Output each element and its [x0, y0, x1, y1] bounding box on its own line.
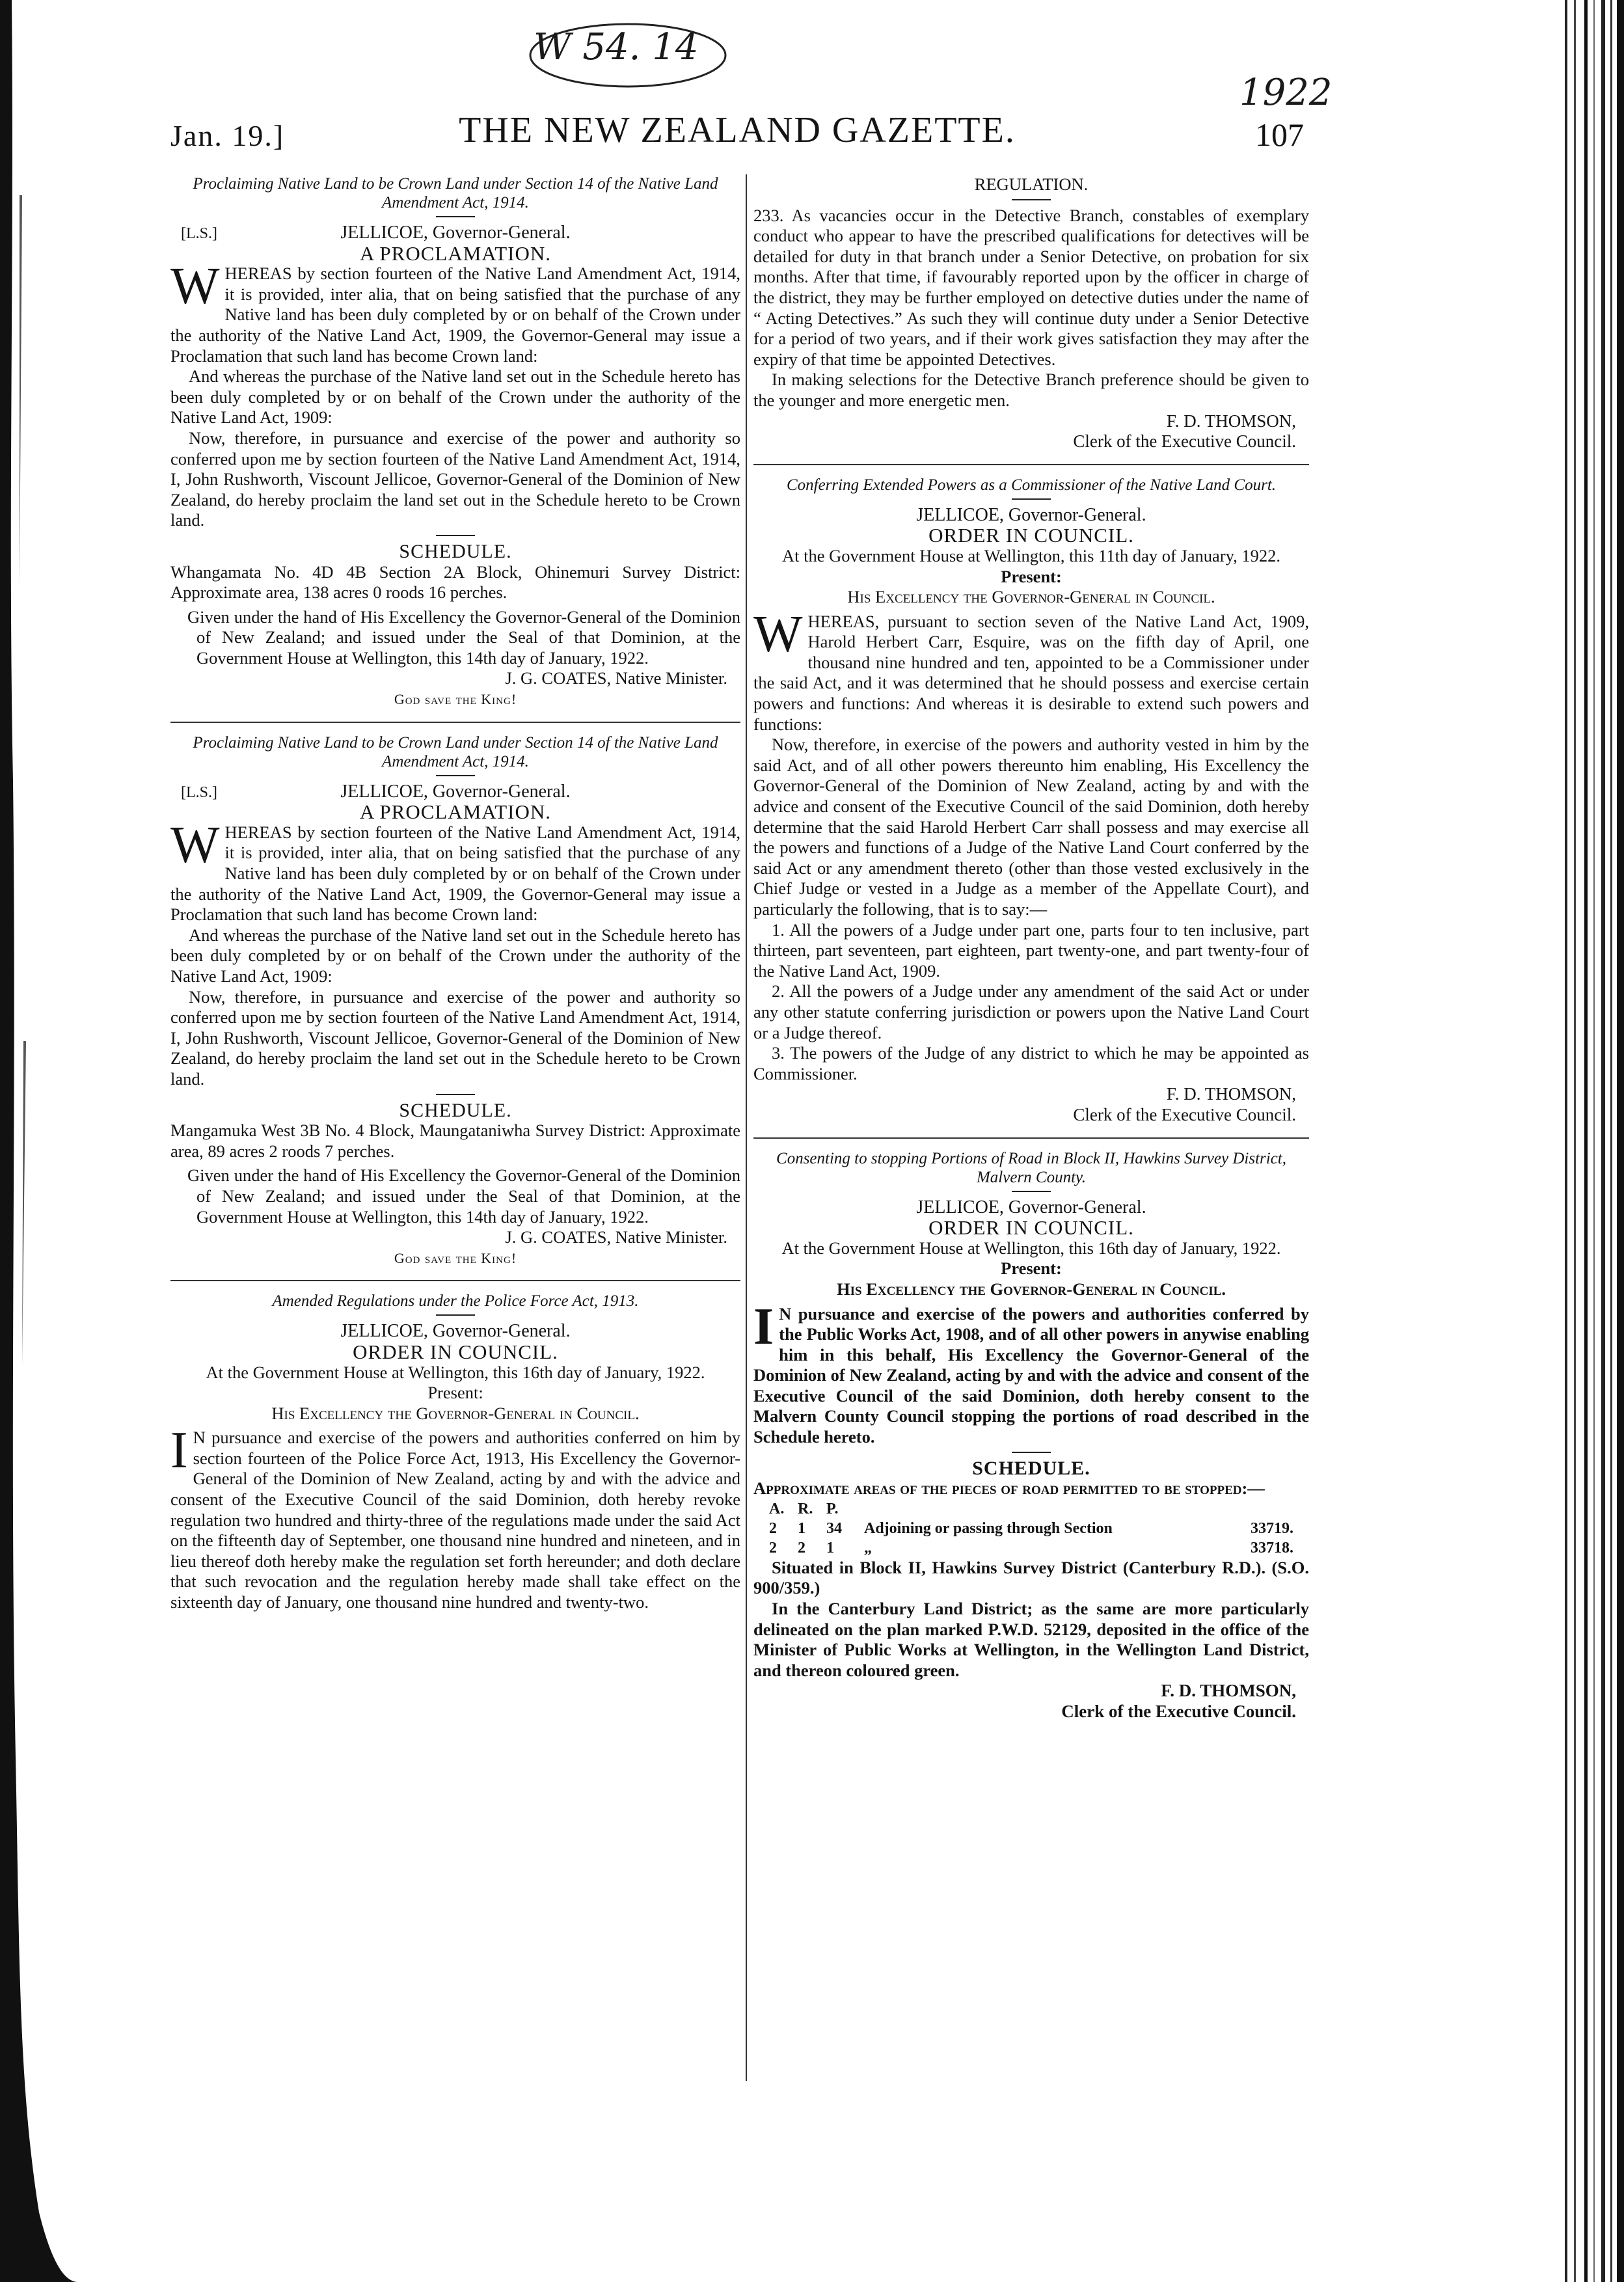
order-body — [753, 1297, 1309, 1448]
order-item: 1. All the powers of a Judge under part one, parts four to ten inclusive, part thirteen, part seventeen, part eighteen, part twenty-one, and part twenty-four of the Native Land Act, 1909. — [753, 919, 1309, 981]
his-excellency-line: His Excellency the Governor-General in Council. — [847, 587, 1215, 607]
road-description: „ — [864, 1539, 872, 1556]
drop-cap: I — [170, 1422, 188, 1480]
section-separator — [753, 464, 1309, 465]
governor-name: JELLICOE, Governor-General. — [340, 223, 571, 243]
roods-value: 2 — [798, 1539, 805, 1556]
order-paragraph: Now, therefore, in exercise of the powers and authority vested in him by the said Act, and of all other powers thereunto him enabling, His Excellency the Governor-General of the Dominion of New Zealand, acting by and with the advice and consent of the Executive Council of the said Dominion, doth hereby determine that the said Harold Herbert Carr shall possess and may exercise all the powers and functions of a Judge of the Native Land Court conferred by the said Act or any amendment thereto (other than those vested exclusively in the Chief Judge or vested in a Judge as a member of the Appellate Court), and particularly the following, that is to say:— — [753, 735, 1309, 919]
order-road-stopping — [753, 1149, 1309, 1722]
roods-value: 1 — [798, 1519, 805, 1537]
god-save-the-king: God save the King! — [394, 691, 517, 708]
order-commissioner-powers — [753, 476, 1309, 1126]
given-under-hand: Given under the hand of His Excellency the Governor-General of the Dominion of New Zealand; and issued under the Seal of that Dominion, at the Government House at Wellington, this 14th day of January, 1922. — [187, 1165, 740, 1227]
area-table-row — [753, 1519, 1309, 1538]
short-rule — [436, 1314, 475, 1316]
regulation-paragraph: In making selections for the Detective Branch preference should be given to the younger and more energetic men. — [753, 370, 1309, 410]
present-label: Present: — [1001, 1258, 1062, 1279]
proclamation-title: A PROCLAMATION. — [359, 241, 552, 265]
column-header-acres: A. — [769, 1500, 785, 1517]
handwritten-year: 1922 — [1239, 72, 1333, 114]
paragraph-text: N pursuance and exercise of the powers and authorities conferred on him by section fourteen of the Police Force Act, 1913, His Excellency the Governor-General of the Dominion of New Zealand, acting by and with the advice and consent of the Executive Council of the said Dominion, doth hereby revoke regulation two hundred and thirty-three of the regulations made under the said Act on the fifteenth day of September, one thousand nine hundred and nineteen, and in lieu thereof doth hereby make the regulation set forth hereunder; and doth declare that such revocation and the regulation hereby made shall take effect on the sixteenth day of January, one thousand nine hundred and twenty-two. — [170, 1428, 740, 1612]
schedule-intro: Approximate areas of the pieces of road permitted to be stopped:— — [753, 1478, 1265, 1499]
governor-general-line — [170, 223, 740, 243]
governor-name: JELLICOE, Governor-General. — [340, 1321, 571, 1342]
short-rule — [436, 1094, 475, 1095]
given-under-hand: Given under the hand of His Excellency the Governor-General of the Dominion of New Zealand; and issued under the Seal of that Dominion, at the Government House at Wellington, this 14th day of January, 1922. — [187, 606, 740, 668]
short-rule — [436, 775, 475, 776]
short-rule — [436, 535, 475, 536]
short-rule — [1012, 498, 1051, 500]
order-item: 3. The powers of the Judge of any district to which he may be appointed as Commissioner. — [753, 1043, 1309, 1083]
order-in-council-title: ORDER IN COUNCIL. — [928, 1216, 1134, 1240]
road-description: Adjoining or passing through Section — [864, 1519, 1113, 1537]
proclamation-paragraph: And whereas the purchase of the Native land set out in the Schedule hereto has been duly completed by or on behalf of the Crown under the authority of the Native Land Act, 1909: — [170, 925, 740, 986]
clerk-title: Clerk of the Executive Council. — [1073, 1104, 1296, 1124]
regulation-233 — [753, 174, 1309, 452]
proclamation-paragraph — [170, 258, 740, 366]
right-column — [753, 174, 1309, 1722]
clerk-name: F. D. THOMSON, — [1161, 1681, 1296, 1701]
acres-value: 2 — [769, 1539, 777, 1556]
drop-cap: W — [170, 816, 220, 874]
scan-edge-left — [0, 0, 78, 2282]
seal-mark: [L.S.] — [181, 783, 217, 801]
his-excellency-line: His Excellency the Governor-General in Council. — [836, 1279, 1226, 1299]
paragraph-text: HEREAS by section fourteen of the Native Land Amendment Act, 1914, it is provided, inter alia, that on being satisfied that the purchase of any Native land has been duly completed by or on behalf of the Crown under the authority of the Native Land Act, 1909, the Governor-General may issue a Proclamation that such land has become Crown land: — [170, 822, 740, 925]
schedule-text: Whangamata No. 4D 4B Section 2A Block, Ohinemuri Survey District: Approximate area, 138 acres 0 roods 16 perches. — [170, 562, 740, 603]
governor-general-line — [170, 781, 740, 802]
section-number: 33719. — [1251, 1519, 1293, 1537]
clerk-title: Clerk of the Executive Council. — [1073, 431, 1296, 452]
order-body — [170, 1422, 740, 1612]
paragraph-text: HEREAS, pursuant to section seven of the Native Land Act, 1909, Harold Herbert Carr, Esquire, was on the fifth day of April, one thousand nine hundred and ten, appointed to be a Commissioner under the said Act, and it was determined that he should possess and exercise certain powers and functions: And whereas it is desirable to extend such powers and functions: — [753, 611, 1309, 734]
proclamation-paragraph: Now, therefore, in pursuance and exercise of the power and authority so conferred upon me by section fourteen of the Native Land Amendment Act, 1914, I, John Rushworth, Viscount Jellicoe, Governor-General of the Dominion of New Zealand, do hereby proclaim the land set out in the Schedule hereto to be Crown land. — [170, 428, 740, 530]
schedule-title: SCHEDULE. — [972, 1457, 1090, 1479]
section-number: 33718. — [1251, 1539, 1293, 1556]
place-and-date: At the Government House at Wellington, this 16th day of January, 1922. — [206, 1362, 705, 1382]
paragraph-text: HEREAS by section fourteen of the Native Land Amendment Act, 1914, it is provided, inter alia, that on being satisfied that the purchase of any Native land has been duly completed by or on behalf of the Crown under the authority of the Native Land Act, 1909, the Governor-General may issue a Proclamation that such land has become Crown land: — [170, 264, 740, 366]
perches-value: 34 — [826, 1519, 842, 1537]
scan-edge-right — [1565, 0, 1624, 2282]
situated-text: Situated in Block II, Hawkins Survey District (Canterbury R.D.). (S.O. 900/359.) — [753, 1557, 1309, 1598]
section-heading: Amended Regulations under the Police Force Act, 1913. — [272, 1292, 639, 1311]
gazette-header — [170, 109, 1304, 161]
left-column — [170, 174, 740, 1613]
god-save-the-king: God save the King! — [394, 1249, 517, 1266]
order-in-council-title: ORDER IN COUNCIL. — [353, 1340, 558, 1363]
drop-cap: I — [753, 1297, 774, 1355]
minister-signature: J. G. COATES, Native Minister. — [505, 668, 727, 688]
paragraph-text: N pursuance and exercise of the powers and authorities conferred by the Public Works Act, 1908, and of all other powers in anywise enabling him in this behalf, His Excellency the Governor-General of the Dominion of New Zealand, acting by and with the advice and consent of the Executive Council of the said Dominion, doth hereby consent to the Malvern County Council stopping the portions of road described in the Schedule hereto. — [753, 1303, 1309, 1447]
clerk-name: F. D. THOMSON, — [1166, 411, 1296, 431]
schedule-text: Mangamuka West 3B No. 4 Block, Maungataniwha Survey District: Approximate area, 89 acres 2 roods 7 perches. — [170, 1121, 740, 1161]
column-header-roods: R. — [798, 1500, 813, 1517]
seal-mark: [L.S.] — [181, 225, 217, 242]
order-paragraph — [753, 605, 1309, 735]
place-and-date: At the Government House at Wellington, this 11th day of January, 1922. — [782, 545, 1280, 565]
order-in-council-title: ORDER IN COUNCIL. — [928, 524, 1134, 547]
governor-name: JELLICOE, Governor-General. — [916, 1197, 1146, 1217]
section-heading: Proclaiming Native Land to be Crown Land under Section 14 of the Native Land Amendment Act, 1914. — [193, 733, 718, 770]
clerk-title: Clerk of the Executive Council. — [1061, 1702, 1296, 1721]
drop-cap: W — [170, 258, 220, 316]
land-district-text: In the Canterbury Land District; as the same are more particularly delineated on the plan marked P.W.D. 52129, deposited in the office of the Minister of Public Works at Wellington, in the Wellington Land District, and thereon coloured green. — [753, 1599, 1309, 1680]
section-heading: Proclaiming Native Land to be Crown Land under Section 14 of the Native Land Amendment Act, 1914. — [193, 175, 718, 211]
section-heading: Conferring Extended Powers as a Commissioner of the Native Land Court. — [786, 476, 1277, 494]
order-item: 2. All the powers of a Judge under any amendment of the said Act or under any other statute conferring jurisdiction or powers upon the Native Land Court or a Judge thereof. — [753, 981, 1309, 1042]
section-heading: Consenting to stopping Portions of Road in Block II, Hawkins Survey District, Malvern County. — [776, 1149, 1286, 1186]
short-rule — [1012, 1452, 1051, 1453]
section-separator — [170, 722, 740, 723]
header-date: Jan. 19.] — [170, 119, 285, 152]
regulation-title: REGULATION. — [974, 174, 1089, 194]
governor-name: JELLICOE, Governor-General. — [340, 781, 571, 802]
area-table-row — [753, 1538, 1309, 1558]
minister-signature: J. G. COATES, Native Minister. — [505, 1227, 727, 1247]
area-table-header — [753, 1499, 1309, 1519]
page-number: 107 — [1255, 116, 1304, 153]
column-header-perches: P. — [826, 1500, 839, 1517]
proclamation-paragraph: And whereas the purchase of the Native land set out in the Schedule hereto has been duly completed by or on behalf of the Crown under the authority of the Native Land Act, 1909: — [170, 366, 740, 428]
proclamation-mangamuka — [170, 733, 740, 1269]
handwritten-stamp: W 54. 14 — [534, 26, 699, 68]
present-label: Present: — [1001, 566, 1062, 586]
column-divider — [746, 174, 747, 2081]
perches-value: 1 — [826, 1539, 834, 1556]
order-police-regulations — [170, 1292, 740, 1612]
proclamation-whangamata — [170, 174, 740, 710]
clerk-name: F. D. THOMSON, — [1166, 1084, 1296, 1104]
regulation-paragraph: 233. As vacancies occur in the Detective Branch, constables of exemplary conduct who appear to have the prescribed qualifications for detectives will be detailed for duty in that branch under a Senior Detective, on probation for six months. After that time, if favourably reported upon by the officer in charge of the district, they may be further employed on detective duties under the name of “ Acting Detectives.” As such they will continue duty under a Senior Detective for a period of two years, and if their work gives satisfaction they may after the expiry of that time be appointed Detectives. — [753, 205, 1309, 369]
short-rule — [1012, 1191, 1051, 1192]
section-separator — [170, 1280, 740, 1281]
acres-value: 2 — [769, 1519, 777, 1537]
his-excellency-line: His Excellency the Governor-General in Council. — [271, 1403, 640, 1423]
section-separator — [753, 1137, 1309, 1139]
place-and-date: At the Government House at Wellington, this 16th day of January, 1922. — [781, 1238, 1281, 1258]
gazette-title: THE NEW ZEALAND GAZETTE. — [459, 110, 1016, 150]
proclamation-title: A PROCLAMATION. — [359, 800, 552, 824]
short-rule — [436, 216, 475, 217]
present-label: Present: — [427, 1383, 483, 1403]
governor-name: JELLICOE, Governor-General. — [916, 504, 1146, 525]
proclamation-paragraph: Now, therefore, in pursuance and exercise of the power and authority so conferred upon me by section fourteen of the Native Land Amendment Act, 1914, I, John Rushworth, Viscount Jellicoe, Governor-General of the Dominion of New Zealand, do hereby proclaim the land set out in the Schedule hereto to be Crown land. — [170, 986, 740, 1089]
short-rule — [1012, 199, 1051, 200]
proclamation-paragraph — [170, 816, 740, 925]
schedule-title: SCHEDULE. — [399, 540, 512, 562]
schedule-title: SCHEDULE. — [399, 1099, 512, 1121]
drop-cap: W — [753, 605, 803, 663]
